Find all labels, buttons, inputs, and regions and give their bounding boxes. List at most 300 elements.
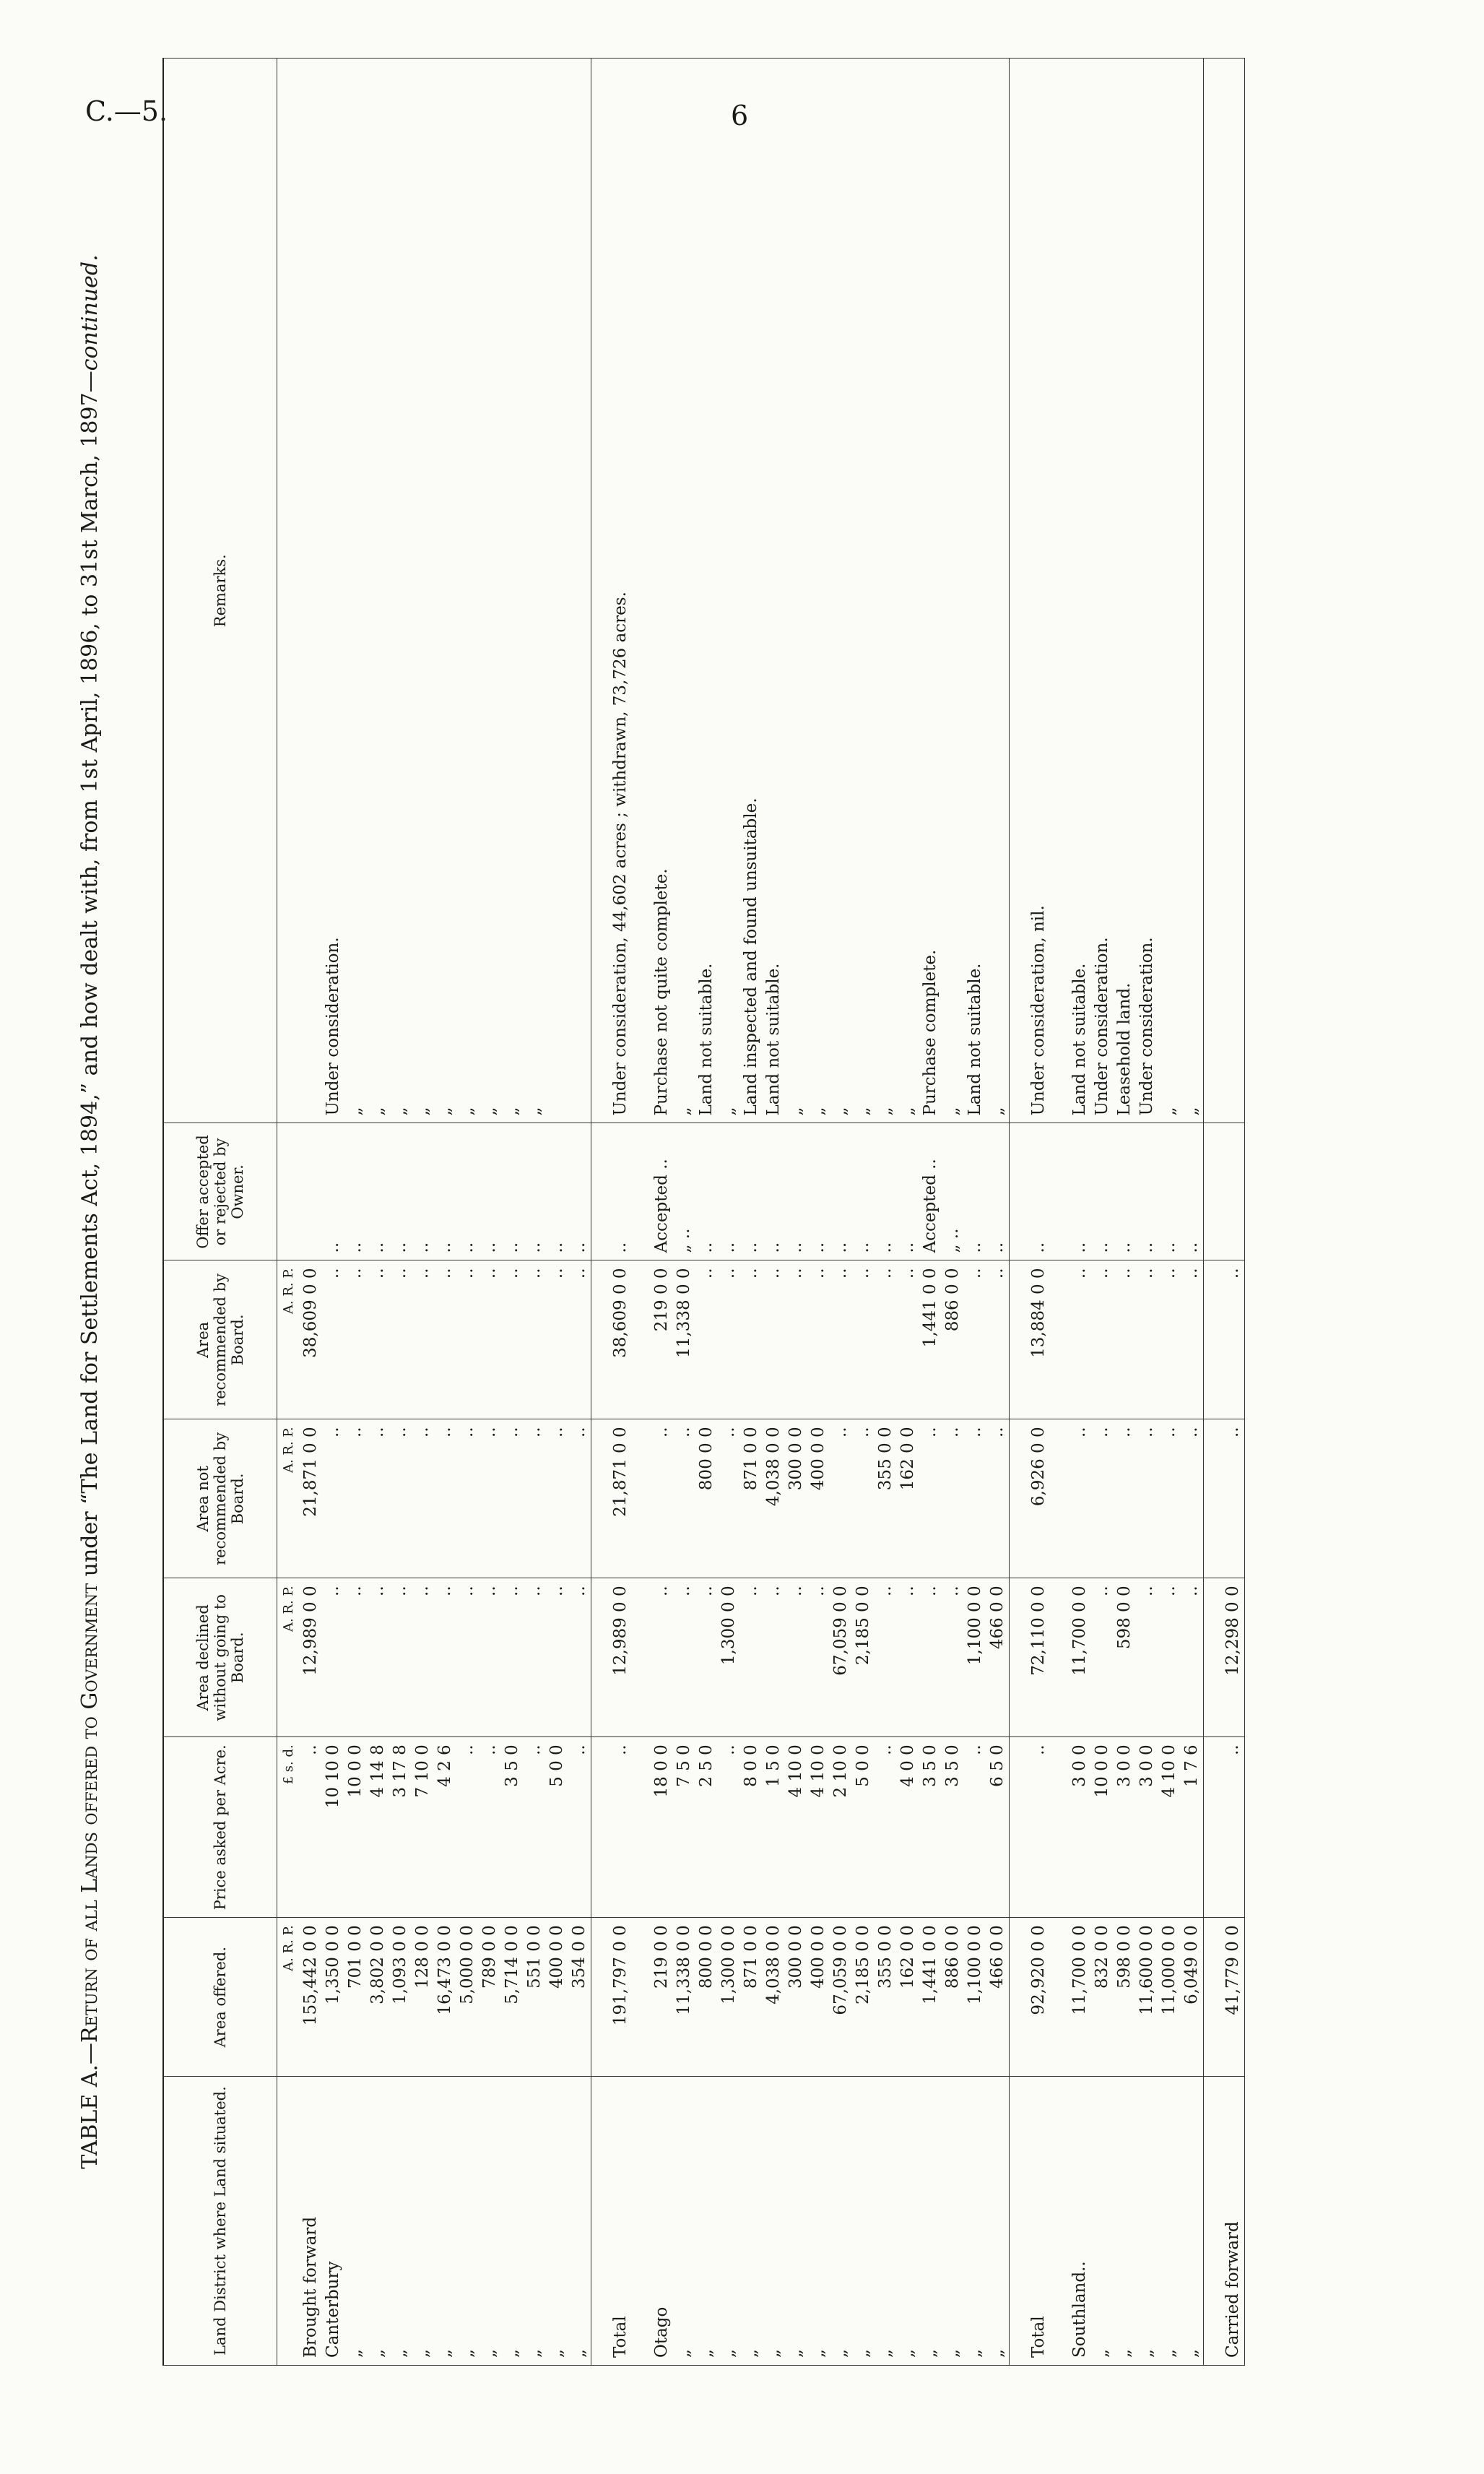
offer-cell: .. <box>322 1123 344 1260</box>
not-recommended-cell: .. <box>1136 1419 1158 1578</box>
area-offered-cell: 3,802 0 0 <box>367 1918 389 2077</box>
not-recommended-cell: 6,926 0 0 <box>1010 1419 1051 1578</box>
price-cell: 3 0 0 <box>1136 1737 1158 1918</box>
table-title <box>76 58 105 2366</box>
units-declined: A. R. P. <box>277 1578 300 1737</box>
table-row <box>763 59 785 2366</box>
declined-cell: .. <box>344 1578 367 1737</box>
not-recommended-cell: .. <box>568 1419 591 1578</box>
price-cell: 18 0 0 <box>651 1737 673 1918</box>
offer-cell <box>1204 1123 1245 1260</box>
declined-cell: .. <box>919 1578 942 1737</box>
not-recommended-cell: .. <box>546 1419 568 1578</box>
area-offered-cell: 11,600 0 0 <box>1136 1918 1158 2077</box>
area-offered-cell: 41,779 0 0 <box>1204 1918 1245 2077</box>
not-recommended-cell: .. <box>986 1419 1010 1578</box>
remarks-cell: „ <box>718 59 740 1123</box>
not-recommended-cell: .. <box>1091 1419 1114 1578</box>
not-recommended-cell: 800 0 0 <box>695 1419 718 1578</box>
offer-cell: .. <box>740 1123 763 1260</box>
table-row <box>964 59 986 2366</box>
price-cell: 3 0 0 <box>1069 1737 1091 1918</box>
units-blank <box>277 2077 300 2366</box>
price-cell: 4 10 0 <box>785 1737 807 1918</box>
offer-cell: .. <box>1158 1123 1181 1260</box>
area-offered-cell: 800 0 0 <box>695 1918 718 2077</box>
not-recommended-cell: .. <box>1181 1419 1204 1578</box>
recommended-cell: .. <box>1181 1260 1204 1419</box>
declined-cell: 67,059 0 0 <box>830 1578 852 1737</box>
remarks-cell: Under consideration. <box>322 59 344 1123</box>
offer-cell: .. <box>367 1123 389 1260</box>
offer-cell: „ .. <box>942 1123 964 1260</box>
offer-cell: .. <box>568 1123 591 1260</box>
not-recommended-cell: .. <box>1158 1419 1181 1578</box>
district-cell: Carried forward <box>1204 2077 1245 2366</box>
table-row <box>875 59 897 2366</box>
remarks-cell <box>546 59 568 1123</box>
recommended-cell: .. <box>456 1260 479 1419</box>
declined-cell: .. <box>740 1578 763 1737</box>
table-row <box>740 59 763 2366</box>
remarks-cell: Purchase complete. <box>919 59 942 1123</box>
recommended-cell: 13,884 0 0 <box>1010 1260 1051 1419</box>
remarks-cell: „ <box>852 59 875 1123</box>
district-cell: „ <box>964 2077 986 2366</box>
declined-cell: .. <box>479 1578 501 1737</box>
table-row <box>524 59 546 2366</box>
area-offered-cell: 1,300 0 0 <box>718 1918 740 2077</box>
declined-cell: 72,110 0 0 <box>1010 1578 1051 1737</box>
not-recommended-cell: .. <box>852 1419 875 1578</box>
district-cell: „ <box>1114 2077 1136 2366</box>
not-recommended-cell: 871 0 0 <box>740 1419 763 1578</box>
not-recommended-cell: 162 0 0 <box>897 1419 919 1578</box>
remarks-cell: „ <box>785 59 807 1123</box>
col-header-remarks: Remarks. <box>163 59 277 1123</box>
not-recommended-cell: .. <box>524 1419 546 1578</box>
recommended-cell: .. <box>434 1260 456 1419</box>
recommended-cell: .. <box>367 1260 389 1419</box>
district-cell: „ <box>479 2077 501 2366</box>
table-row <box>456 59 479 2366</box>
not-recommended-cell: .. <box>389 1419 412 1578</box>
document-code: C.—5. <box>85 95 168 127</box>
area-offered-cell: 355 0 0 <box>875 1918 897 2077</box>
recommended-cell: .. <box>546 1260 568 1419</box>
spacer-row <box>1050 59 1069 2366</box>
remarks-cell <box>300 59 322 1123</box>
declined-cell: .. <box>1181 1578 1204 1737</box>
price-cell: 10 0 0 <box>1091 1737 1114 1918</box>
area-offered-cell: 400 0 0 <box>546 1918 568 2077</box>
spacer-cell <box>1050 2077 1069 2366</box>
district-cell: „ <box>875 2077 897 2366</box>
table-row <box>1069 59 1091 2366</box>
declined-cell: 1,300 0 0 <box>718 1578 740 1737</box>
district-cell: „ <box>718 2077 740 2366</box>
area-offered-cell: 789 0 0 <box>479 1918 501 2077</box>
table-row <box>897 59 919 2366</box>
rotated-table-frame <box>69 58 1282 2366</box>
price-cell: .. <box>964 1737 986 1918</box>
recommended-cell: 886 0 0 <box>942 1260 964 1419</box>
area-offered-cell: 354 0 0 <box>568 1918 591 2077</box>
area-offered-cell: 1,350 0 0 <box>322 1918 344 2077</box>
district-cell: „ <box>1091 2077 1114 2366</box>
remarks-cell: Under consideration, nil. <box>1010 59 1051 1123</box>
recommended-cell: 38,609 0 0 <box>300 1260 322 1419</box>
offer-cell: .. <box>718 1123 740 1260</box>
total-row <box>591 59 633 2366</box>
spacer-cell <box>1050 59 1069 1123</box>
offer-cell: .. <box>1181 1123 1204 1260</box>
col-header-recommended: Area recommended by Board. <box>163 1260 277 1419</box>
offer-cell: .. <box>344 1123 367 1260</box>
declined-cell: 12,989 0 0 <box>300 1578 322 1737</box>
recommended-cell: .. <box>1158 1260 1181 1419</box>
district-cell: „ <box>434 2077 456 2366</box>
spacer-cell <box>1050 1123 1069 1260</box>
offer-cell: .. <box>434 1123 456 1260</box>
recommended-cell: 1,441 0 0 <box>919 1260 942 1419</box>
price-cell: .. <box>479 1737 501 1918</box>
price-cell: .. <box>718 1737 740 1918</box>
spacer-cell <box>1050 1918 1069 2077</box>
price-cell: 4 14 8 <box>367 1737 389 1918</box>
remarks-cell: Land not suitable. <box>1069 59 1091 1123</box>
price-cell: 4 2 6 <box>434 1737 456 1918</box>
declined-cell: 11,700 0 0 <box>1069 1578 1091 1737</box>
declined-cell: .. <box>367 1578 389 1737</box>
offer-cell: .. <box>1010 1123 1051 1260</box>
district-cell: Brought forward <box>300 2077 322 2366</box>
not-recommended-cell: .. <box>651 1419 673 1578</box>
not-recommended-cell: .. <box>942 1419 964 1578</box>
table-row <box>434 59 456 2366</box>
area-offered-cell: 598 0 0 <box>1114 1918 1136 2077</box>
not-recommended-cell: .. <box>479 1419 501 1578</box>
district-cell: „ <box>785 2077 807 2366</box>
remarks-cell: „ <box>807 59 830 1123</box>
district-cell: „ <box>412 2077 434 2366</box>
recommended-cell: .. <box>389 1260 412 1419</box>
not-recommended-cell: .. <box>344 1419 367 1578</box>
table-row <box>1158 59 1181 2366</box>
recommended-cell: 38,609 0 0 <box>591 1260 633 1419</box>
area-offered-cell: 1,441 0 0 <box>919 1918 942 2077</box>
declined-cell: .. <box>651 1578 673 1737</box>
table-row <box>412 59 434 2366</box>
area-offered-cell: 2,185 0 0 <box>852 1918 875 2077</box>
offer-cell: .. <box>875 1123 897 1260</box>
remarks-cell: „ <box>986 59 1010 1123</box>
district-cell: „ <box>740 2077 763 2366</box>
district-cell: „ <box>763 2077 785 2366</box>
remarks-cell: „ <box>389 59 412 1123</box>
price-cell: 3 0 0 <box>1114 1737 1136 1918</box>
remarks-cell: Land inspected and found unsuitable. <box>740 59 763 1123</box>
spacer-cell <box>632 1260 651 1419</box>
spacer-cell <box>1050 1260 1069 1419</box>
district-cell: „ <box>986 2077 1010 2366</box>
remarks-cell: „ <box>942 59 964 1123</box>
price-cell: 7 10 0 <box>412 1737 434 1918</box>
offer-cell: .. <box>1091 1123 1114 1260</box>
district-cell: „ <box>568 2077 591 2366</box>
price-cell: 7 5 0 <box>673 1737 695 1918</box>
remarks-cell: „ <box>524 59 546 1123</box>
declined-cell: 12,989 0 0 <box>591 1578 633 1737</box>
recommended-cell: .. <box>897 1260 919 1419</box>
district-cell: „ <box>852 2077 875 2366</box>
header-row <box>163 59 277 2366</box>
remarks-cell: Under consideration. <box>1136 59 1158 1123</box>
table-row <box>695 59 718 2366</box>
declined-cell: .. <box>501 1578 524 1737</box>
units-area: A. R. P. <box>277 1918 300 2077</box>
district-cell: „ <box>344 2077 367 2366</box>
recommended-cell: .. <box>1136 1260 1158 1419</box>
page-number: 6 <box>731 100 749 131</box>
price-cell: .. <box>1010 1737 1051 1918</box>
price-cell: 3 17 8 <box>389 1737 412 1918</box>
units-row <box>277 59 300 2366</box>
district-cell: „ <box>546 2077 568 2366</box>
table-row <box>300 59 322 2366</box>
table-row <box>1181 59 1204 2366</box>
table-row <box>1114 59 1136 2366</box>
offer-cell: .. <box>524 1123 546 1260</box>
remarks-cell: Land not suitable. <box>964 59 986 1123</box>
not-recommended-cell: .. <box>1204 1419 1245 1578</box>
table-row <box>718 59 740 2366</box>
units-rec: A. R. P. <box>277 1260 300 1419</box>
recommended-cell: .. <box>1204 1260 1245 1419</box>
declined-cell: .. <box>389 1578 412 1737</box>
offer-cell: .. <box>763 1123 785 1260</box>
recommended-cell: 219 0 0 <box>651 1260 673 1419</box>
declined-cell: .. <box>695 1578 718 1737</box>
not-recommended-cell: .. <box>673 1419 695 1578</box>
spacer-cell <box>632 59 651 1123</box>
price-cell: 10 0 0 <box>344 1737 367 1918</box>
price-cell: .. <box>300 1737 322 1918</box>
area-offered-cell: 16,473 0 0 <box>434 1918 456 2077</box>
area-offered-cell: 701 0 0 <box>344 1918 367 2077</box>
spacer-cell <box>1050 1578 1069 1737</box>
district-cell: „ <box>830 2077 852 2366</box>
declined-cell: .. <box>546 1578 568 1737</box>
declined-cell: .. <box>763 1578 785 1737</box>
district-cell: Otago <box>651 2077 673 2366</box>
area-offered-cell: 4,038 0 0 <box>763 1918 785 2077</box>
recommended-cell: .. <box>763 1260 785 1419</box>
declined-cell: .. <box>456 1578 479 1737</box>
recommended-cell: .. <box>964 1260 986 1419</box>
table-row <box>1091 59 1114 2366</box>
col-header-district: Land District where Land situated. <box>163 2077 277 2366</box>
offer-cell: .. <box>412 1123 434 1260</box>
area-offered-cell: 128 0 0 <box>412 1918 434 2077</box>
offer-cell: .. <box>964 1123 986 1260</box>
declined-cell: .. <box>1091 1578 1114 1737</box>
district-cell: Total <box>1010 2077 1051 2366</box>
return-table <box>162 58 1245 2366</box>
declined-cell: .. <box>322 1578 344 1737</box>
area-offered-cell: 67,059 0 0 <box>830 1918 852 2077</box>
area-offered-cell: 155,442 0 0 <box>300 1918 322 2077</box>
price-cell: 2 5 0 <box>695 1737 718 1918</box>
offer-cell: „ .. <box>673 1123 695 1260</box>
offer-cell: Accepted .. <box>919 1123 942 1260</box>
not-recommended-cell: .. <box>456 1419 479 1578</box>
recommended-cell: .. <box>568 1260 591 1419</box>
not-recommended-cell: .. <box>919 1419 942 1578</box>
title-prefix: TABLE A.— <box>77 2043 103 2169</box>
table-row <box>546 59 568 2366</box>
total-row <box>1204 59 1245 2366</box>
table-row <box>986 59 1010 2366</box>
price-cell: 6 5 0 <box>986 1737 1010 1918</box>
recommended-cell: .. <box>524 1260 546 1419</box>
price-cell: 3 5 0 <box>501 1737 524 1918</box>
remarks-cell: „ <box>673 59 695 1123</box>
spacer-cell <box>632 2077 651 2366</box>
title-continued: continued. <box>77 254 103 371</box>
table-row <box>322 59 344 2366</box>
table-row <box>344 59 367 2366</box>
recommended-cell: 11,338 0 0 <box>673 1260 695 1419</box>
price-cell: 1 5 0 <box>763 1737 785 1918</box>
recommended-cell: .. <box>807 1260 830 1419</box>
offer-cell: .. <box>695 1123 718 1260</box>
not-recommended-cell: .. <box>1114 1419 1136 1578</box>
declined-cell: .. <box>875 1578 897 1737</box>
recommended-cell: .. <box>412 1260 434 1419</box>
col-header-not-recommended: Area not recommended by Board. <box>163 1419 277 1578</box>
not-recommended-cell: .. <box>964 1419 986 1578</box>
table-row <box>807 59 830 2366</box>
table-row <box>830 59 852 2366</box>
offer-cell: Accepted .. <box>651 1123 673 1260</box>
spacer-cell <box>1050 1737 1069 1918</box>
not-recommended-cell: 355 0 0 <box>875 1419 897 1578</box>
table-row <box>479 59 501 2366</box>
table-row <box>919 59 942 2366</box>
area-offered-cell: 886 0 0 <box>942 1918 964 2077</box>
district-cell: „ <box>942 2077 964 2366</box>
offer-cell: .. <box>479 1123 501 1260</box>
district-cell: „ <box>1158 2077 1181 2366</box>
recommended-cell: .. <box>344 1260 367 1419</box>
spacer-cell <box>632 1578 651 1737</box>
recommended-cell: .. <box>718 1260 740 1419</box>
recommended-cell: .. <box>740 1260 763 1419</box>
recommended-cell: .. <box>322 1260 344 1419</box>
table-row <box>501 59 524 2366</box>
declined-cell: .. <box>412 1578 434 1737</box>
spacer-cell <box>632 1918 651 2077</box>
remarks-cell: „ <box>479 59 501 1123</box>
remarks-cell: „ <box>367 59 389 1123</box>
area-offered-cell: 6,049 0 0 <box>1181 1918 1204 2077</box>
declined-cell: .. <box>568 1578 591 1737</box>
remarks-cell: „ <box>434 59 456 1123</box>
table-row <box>367 59 389 2366</box>
district-cell: „ <box>897 2077 919 2366</box>
offer-cell: .. <box>830 1123 852 1260</box>
remarks-cell: „ <box>897 59 919 1123</box>
declined-cell: .. <box>434 1578 456 1737</box>
area-offered-cell: 11,338 0 0 <box>673 1918 695 2077</box>
remarks-cell: „ <box>1181 59 1204 1123</box>
price-cell: 4 0 0 <box>897 1737 919 1918</box>
district-cell: „ <box>695 2077 718 2366</box>
not-recommended-cell: .. <box>412 1419 434 1578</box>
area-offered-cell: 11,000 0 0 <box>1158 1918 1181 2077</box>
price-cell: .. <box>456 1737 479 1918</box>
area-offered-cell: 400 0 0 <box>807 1918 830 2077</box>
not-recommended-cell: 4,038 0 0 <box>763 1419 785 1578</box>
table-row <box>568 59 591 2366</box>
price-cell: .. <box>591 1737 633 1918</box>
col-header-offer: Offer accepted or rejected by Owner. <box>163 1123 277 1260</box>
price-cell: 3 5 0 <box>919 1737 942 1918</box>
district-cell: „ <box>1181 2077 1204 2366</box>
remarks-cell: Land not suitable. <box>763 59 785 1123</box>
offer-cell: .. <box>1069 1123 1091 1260</box>
offer-cell: .. <box>546 1123 568 1260</box>
spacer-cell <box>632 1419 651 1578</box>
remarks-cell: „ <box>456 59 479 1123</box>
spacer-cell <box>632 1123 651 1260</box>
table-row <box>673 59 695 2366</box>
table-row <box>1136 59 1158 2366</box>
not-recommended-cell: 21,871 0 0 <box>591 1419 633 1578</box>
area-offered-cell: 5,714 0 0 <box>501 1918 524 2077</box>
recommended-cell: .. <box>1091 1260 1114 1419</box>
not-recommended-cell: .. <box>718 1419 740 1578</box>
remarks-cell: „ <box>412 59 434 1123</box>
recommended-cell: .. <box>501 1260 524 1419</box>
declined-cell: .. <box>897 1578 919 1737</box>
not-recommended-cell: .. <box>367 1419 389 1578</box>
offer-cell: .. <box>1114 1123 1136 1260</box>
price-cell: 2 10 0 <box>830 1737 852 1918</box>
district-cell: Canterbury <box>322 2077 344 2366</box>
area-offered-cell: 1,100 0 0 <box>964 1918 986 2077</box>
district-cell: „ <box>501 2077 524 2366</box>
remarks-cell: „ <box>875 59 897 1123</box>
units-not-rec: A. R. P. <box>277 1419 300 1578</box>
not-recommended-cell: 300 0 0 <box>785 1419 807 1578</box>
units-blank-remarks <box>277 59 300 1123</box>
district-cell: „ <box>919 2077 942 2366</box>
not-recommended-cell: .. <box>830 1419 852 1578</box>
price-cell: .. <box>568 1737 591 1918</box>
declined-cell: .. <box>524 1578 546 1737</box>
remarks-cell: „ <box>1158 59 1181 1123</box>
units-blank-offer <box>277 1123 300 1260</box>
col-header-price: Price asked per Acre. <box>163 1737 277 1918</box>
recommended-cell: .. <box>1069 1260 1091 1419</box>
declined-cell: .. <box>785 1578 807 1737</box>
recommended-cell: .. <box>986 1260 1010 1419</box>
remarks-cell: „ <box>830 59 852 1123</box>
district-cell: „ <box>367 2077 389 2366</box>
spacer-row <box>632 59 651 2366</box>
